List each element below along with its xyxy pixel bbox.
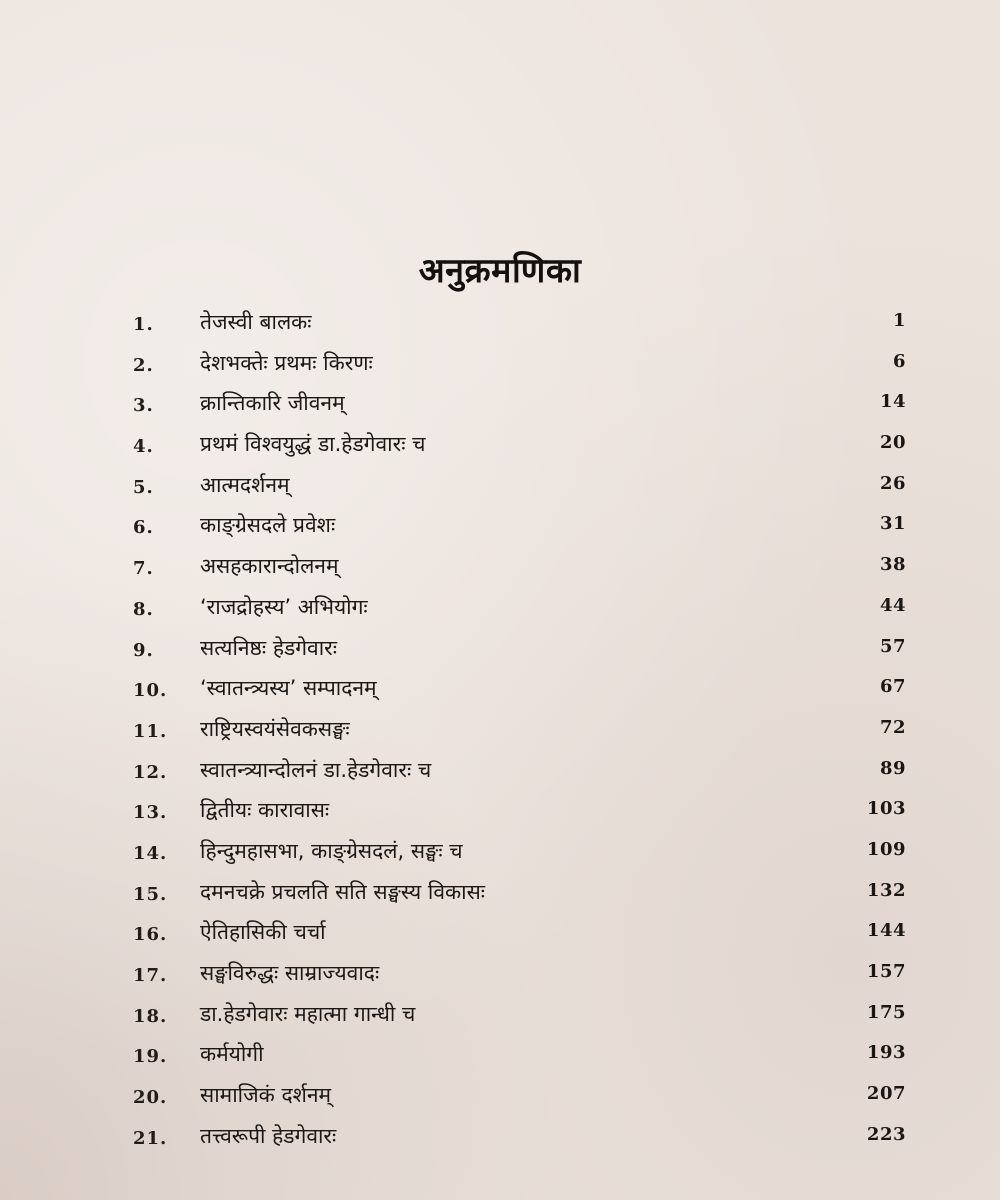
entry-number: 3. [133, 395, 154, 417]
entry-number: 6. [133, 517, 154, 539]
chapter-title: देशभक्तेः प्रथमः किरणः [200, 350, 373, 375]
page-number: 89 [879, 757, 906, 779]
toc-entry-15 [0, 872, 1000, 913]
entry-number: 7. [133, 558, 154, 580]
chapter-title: हिन्दुमहासभा, काङ्ग्रेसदलं, सङ्घः च [200, 838, 463, 863]
chapter-title: आत्मदर्शनम् [200, 472, 290, 497]
chapter-title: दमनचक्रे प्रचलति सति सङ्घस्य विकासः [200, 879, 486, 904]
chapter-title: कर्मयोगी [200, 1042, 264, 1067]
toc-entry-4 [0, 424, 1000, 465]
entry-number: 12. [133, 761, 168, 783]
toc-entry-7 [0, 546, 1000, 587]
entry-number: 17. [133, 965, 168, 986]
chapter-title: सामाजिकं दर्शनम् [200, 1083, 332, 1108]
page-number: 14 [879, 391, 906, 413]
entry-number: 4. [133, 436, 154, 458]
entry-number: 5. [133, 476, 154, 498]
entry-number: 1. [133, 314, 154, 335]
table-of-contents [0, 302, 1000, 1156]
page-number: 175 [866, 1001, 906, 1023]
entry-number: 10. [133, 680, 168, 702]
entry-number: 20. [133, 1087, 168, 1109]
toc-entry-18 [0, 994, 1000, 1035]
page-number: 72 [879, 716, 906, 738]
toc-entry-19 [0, 1034, 1000, 1075]
entry-number: 18. [133, 1005, 168, 1027]
page-number: 26 [879, 472, 906, 494]
chapter-title: तत्त्वरूपी हेडगेवारः [200, 1123, 337, 1148]
entry-number: 9. [133, 639, 154, 661]
chapter-title: असहकारान्दोलनम् [200, 554, 339, 579]
entry-number: 14. [133, 842, 168, 864]
chapter-title: द्वितीयः कारावासः [200, 798, 330, 823]
page-title: अनुक्रमणिका [418, 251, 582, 291]
page-number: 67 [879, 676, 906, 698]
page-number: 157 [866, 961, 906, 982]
chapter-title: डा.हेडगेवारः महात्मा गान्धी च [200, 1001, 416, 1026]
entry-number: 21. [133, 1127, 168, 1149]
page-number: 20 [879, 432, 906, 454]
chapter-title: ‘स्वातन्त्र्यस्य’ सम्पादनम् [200, 676, 377, 701]
toc-entry-9 [0, 628, 1000, 669]
entry-number: 16. [133, 924, 168, 946]
chapter-title: ऐतिहासिकी चर्चा [200, 920, 326, 945]
toc-entry-1 [0, 302, 1000, 343]
page-number: 103 [866, 798, 906, 820]
chapter-title: तेजस्वी बालकः [200, 310, 312, 334]
toc-entry-21 [0, 1116, 1000, 1157]
chapter-title: ‘राजद्रोहस्य’ अभियोगः [200, 594, 368, 619]
chapter-title: राष्ट्रियस्वयंसेवकसङ्घः [200, 716, 350, 741]
entry-number: 2. [133, 354, 154, 376]
chapter-title: काङ्ग्रेसदले प्रवेशः [200, 513, 336, 538]
page-number: 38 [879, 554, 906, 576]
chapter-title: स्वातन्त्र्यान्दोलनं डा.हेडगेवारः च [200, 757, 432, 782]
toc-entry-20 [0, 1075, 1000, 1116]
page-number: 223 [866, 1123, 906, 1145]
chapter-title: सङ्घविरुद्धः साम्राज्यवादः [200, 961, 380, 985]
entry-number: 11. [133, 720, 168, 742]
toc-entry-3 [0, 383, 1000, 424]
page-number: 207 [866, 1083, 906, 1105]
toc-entry-8 [0, 587, 1000, 628]
toc-entry-13 [0, 790, 1000, 831]
toc-entry-10 [0, 668, 1000, 709]
page-number: 132 [866, 879, 906, 901]
page-number: 57 [879, 635, 906, 657]
entry-number: 8. [133, 598, 154, 620]
entry-number: 15. [133, 883, 168, 905]
toc-entry-5 [0, 465, 1000, 506]
page-number: 44 [879, 594, 906, 616]
toc-entry-17 [0, 953, 1000, 994]
chapter-title: क्रान्तिकारि जीवनम् [200, 391, 345, 416]
chapter-title: प्रथमं विश्वयुद्धं डा.हेडगेवारः च [200, 432, 426, 457]
page-number: 31 [879, 513, 906, 535]
chapter-title: सत्यनिष्ठः हेडगेवारः [200, 635, 338, 660]
toc-entry-11 [0, 709, 1000, 750]
toc-entry-2 [0, 343, 1000, 384]
toc-entry-14 [0, 831, 1000, 872]
entry-number: 19. [133, 1046, 168, 1068]
toc-entry-12 [0, 750, 1000, 791]
page-number: 109 [866, 838, 906, 860]
page-number: 6 [892, 350, 906, 372]
entry-number: 13. [133, 802, 168, 824]
toc-entry-16 [0, 912, 1000, 953]
toc-entry-6 [0, 505, 1000, 546]
page-number: 144 [866, 920, 906, 942]
page-number: 193 [866, 1042, 906, 1064]
page-number: 1 [892, 310, 906, 331]
